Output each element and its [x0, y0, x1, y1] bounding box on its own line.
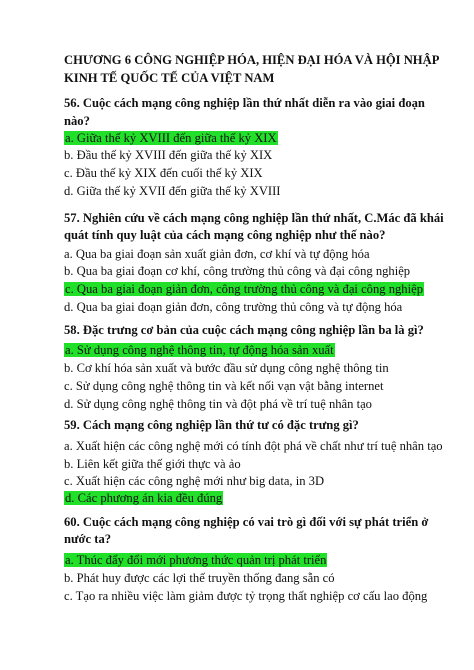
question-60-line2: nước ta?	[64, 532, 112, 546]
answer-59-a: a. Xuất hiện các công nghệ mới có tính đột phá về chất như trí tuệ nhân tạo	[64, 439, 443, 453]
answer-58-c: c. Sử dụng công nghệ thông tin và kết nối vạn vật bằng internet	[64, 379, 384, 393]
answer-58-a-highlight: a. Sử dụng công nghệ thông tin, tự động hóa sản xuất	[65, 343, 334, 357]
answer-58-b: b. Cơ khí hóa sản xuất và bước đầu sử dụng công nghệ thông tin	[64, 361, 389, 375]
answer-60-a-highlight: a. Thúc đẩy đổi mới phương thức quản trị phát triển	[65, 553, 327, 567]
answer-59-b: b. Liên kết giữa thế giới thực và ảo	[64, 457, 241, 471]
answer-59-d-highlight: d. Các phương án kia đều đúng	[65, 491, 223, 505]
answer-56-b: b. Đầu thế kỷ XVIII đến giữa thế kỷ XIX	[64, 148, 273, 162]
answer-57-c	[64, 282, 424, 297]
answer-56-a-highlight: a. Giữa thế kỷ XVIII đến giữa thế kỷ XIX	[65, 131, 277, 145]
question-56-line1: 56. Cuộc cách mạng công nghiệp lần thứ nhất diễn ra vào giai đoạn	[64, 96, 425, 110]
answer-56-c: c. Đầu thế kỷ XIX đến cuối thế kỷ XIX	[64, 166, 263, 180]
answer-57-c-highlight: c. Qua ba giai đoạn giản đơn, công trường thủ công và đại công nghiệp	[65, 282, 423, 296]
answer-56-a	[64, 131, 278, 146]
question-56-line2: nào?	[64, 114, 90, 128]
answer-57-d: d. Qua ba giai đoạn giản đơn, công trường thủ công và tự động hóa	[64, 300, 403, 314]
answer-59-c: c. Xuất hiện các công nghệ mới như big data, in 3D	[64, 474, 325, 488]
question-59-line1: 59. Cách mạng công nghiệp lần thứ tư có đặc trưng gì?	[64, 418, 359, 432]
answer-60-b: b. Phát huy được các lợi thế truyền thống đang sẵn có	[64, 571, 335, 585]
answer-59-d	[64, 491, 223, 506]
answer-56-d: d. Giữa thế kỷ XVII đến giữa thế kỷ XVIII	[64, 184, 281, 198]
question-60-line1: 60. Cuộc cách mạng công nghiệp có vai trò gì đối với sự phát triển ở	[64, 515, 429, 529]
question-58-line1: 58. Đặc trưng cơ bản của cuộc cách mạng công nghiệp lần ba là gì?	[64, 323, 424, 337]
answer-57-a: a. Qua ba giai đoạn sản xuất giản đơn, cơ khí và tự động hóa	[64, 247, 370, 261]
answer-57-b: b. Qua ba giai đoạn cơ khí, công trường thủ công và đại công nghiệp	[64, 264, 411, 278]
chapter-title-line1: CHƯƠNG 6 CÔNG NGHIỆP HÓA, HIỆN ĐẠI HÓA VÀ HỘI NHẬP	[64, 53, 440, 67]
answer-60-c: c. Tạo ra nhiều việc làm giảm được tỷ trọng thất nghiệp cơ cấu lao động	[64, 589, 428, 603]
chapter-title-line2: KINH TẾ QUỐC TẾ CỦA VIỆT NAM	[64, 71, 275, 85]
answer-60-a	[64, 553, 327, 568]
answer-58-d: d. Sử dụng công nghệ thông tin và đột phá về trí tuệ nhân tạo	[64, 397, 372, 411]
question-57-line1: 57. Nghiên cứu về cách mạng công nghiệp lần thứ nhất, C.Mác đã khái	[64, 211, 444, 225]
question-57-line2: quát tính quy luật của cách mạng công nghiệp như thế nào?	[64, 228, 386, 242]
answer-58-a	[64, 343, 335, 358]
